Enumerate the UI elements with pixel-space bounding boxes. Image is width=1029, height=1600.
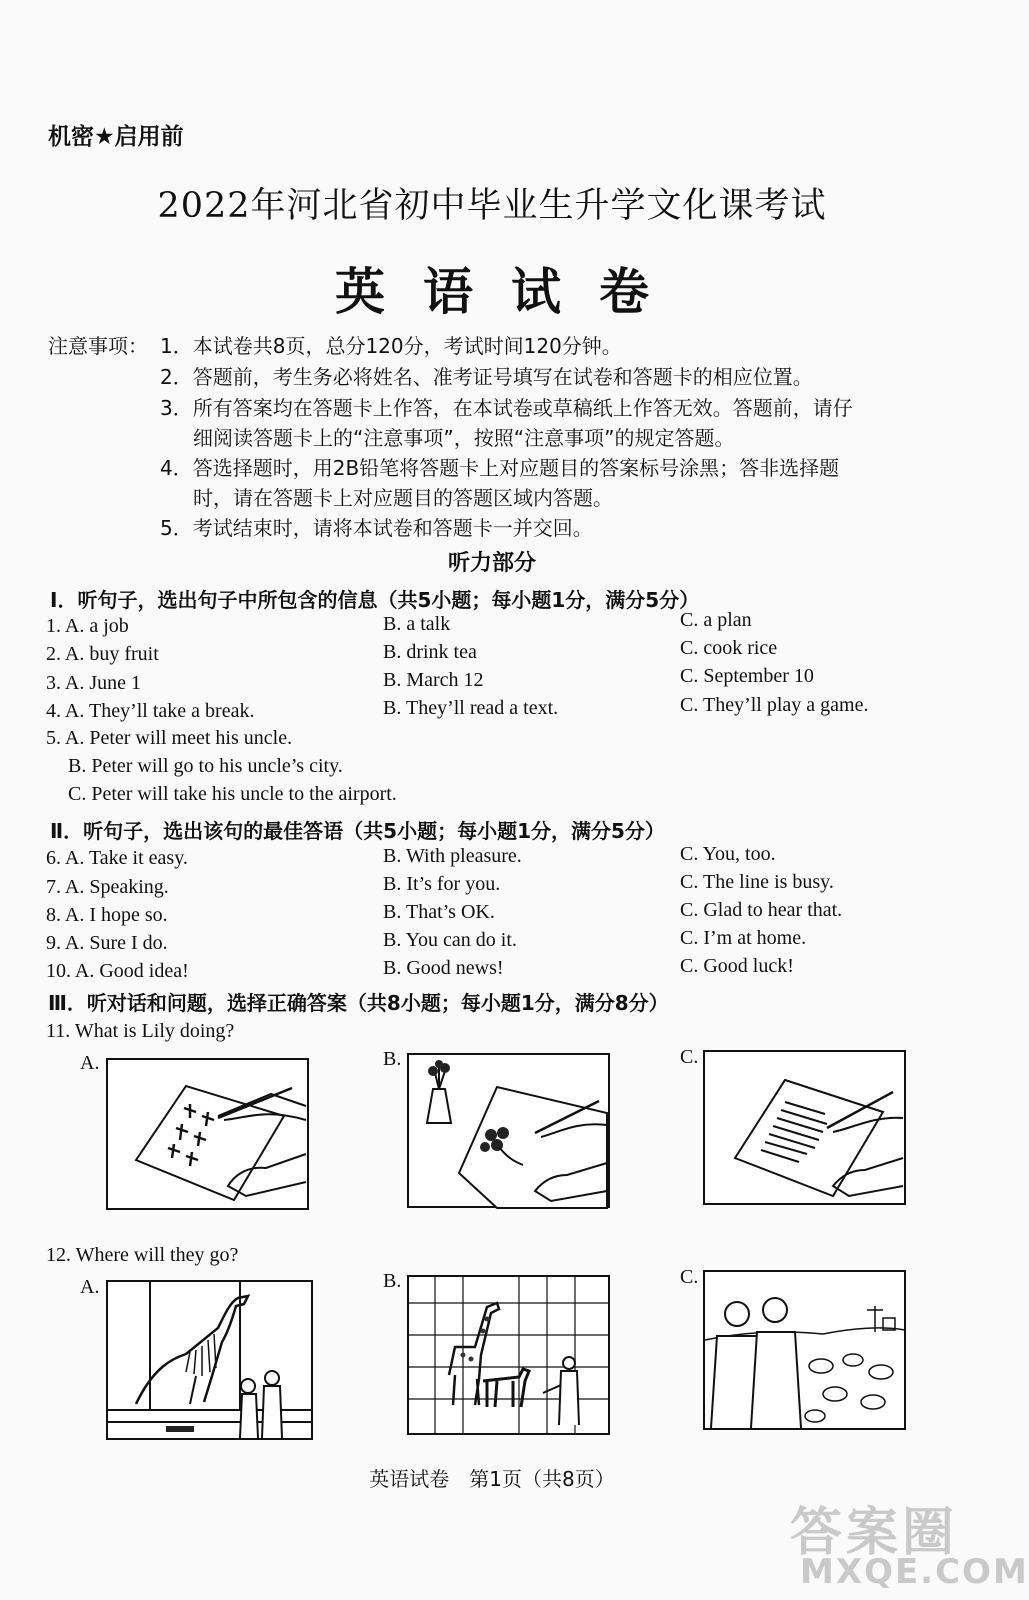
q10-option-b[interactable]: B. Good news! [383, 957, 504, 979]
section-3-heading: Ⅲ．听对话和问题，选择正确答案（共8小题；每小题1分，满分8分） [48, 991, 669, 1015]
q11-picture-c[interactable] [703, 1050, 906, 1205]
section-2-heading: Ⅱ．听句子，选出该句的最佳答语（共5小题；每小题1分，满分5分） [50, 819, 665, 843]
exam-title: 2022年河北省初中毕业生升学文化课考试 [157, 186, 827, 226]
q12-museum-dinosaur-illustration [106, 1280, 313, 1440]
q11-label-b[interactable]: B. [383, 1048, 402, 1070]
q12-question: 12. Where will they go? [46, 1244, 239, 1266]
q3-option-b[interactable]: B. March 12 [383, 669, 484, 691]
notice-label: 注意事项： [48, 334, 148, 358]
section-1-heading: Ⅰ．听句子，选出句子中所包含的信息（共5小题；每小题1分，满分5分） [50, 588, 700, 612]
q8-option-a[interactable]: 8. A. I hope so. [46, 904, 168, 926]
q2-option-a[interactable]: 2. A. buy fruit [46, 643, 159, 665]
page-footer: 英语试卷 第1页（共8页） [369, 1467, 615, 1491]
q11-question: 11. What is Lily doing? [46, 1020, 235, 1042]
q7-option-a[interactable]: 7. A. Speaking. [46, 876, 169, 898]
q1-option-c[interactable]: C. a plan [680, 609, 752, 631]
q9-option-c[interactable]: C. I’m at home. [680, 927, 807, 949]
notice-item-4: 4．答选择题时，用2B铅笔将答题卡上对应题目的答案标号涂黑；答非选择题 [160, 456, 840, 480]
q7-option-c[interactable]: C. The line is busy. [680, 871, 834, 893]
q8-option-c[interactable]: C. Glad to hear that. [680, 899, 843, 921]
notice-item-5: 5．考试结束时，请将本试卷和答题卡一并交回。 [160, 516, 593, 540]
watermark-logo-text: 答案圈 [790, 1503, 959, 1563]
q10-option-c[interactable]: C. Good luck! [680, 955, 794, 977]
watermark-url: MXQE.COM [800, 1552, 1029, 1592]
q12-picture-a[interactable] [106, 1280, 313, 1440]
notice-item-3: 3．所有答案均在答题卡上作答，在本试卷或草稿纸上作答无效。答题前，请仔 [160, 396, 853, 420]
q1-option-a[interactable]: 1. A. a job [46, 615, 129, 637]
q12-zoo-giraffe-illustration [407, 1275, 610, 1435]
q11-writing-letter-illustration [703, 1050, 906, 1205]
q12-label-a[interactable]: A. [80, 1276, 100, 1298]
q4-option-c[interactable]: C. They’ll play a game. [680, 694, 869, 716]
q7-option-b[interactable]: B. It’s for you. [383, 873, 501, 895]
q11-label-a[interactable]: A. [80, 1052, 100, 1074]
q5-option-c[interactable]: C. Peter will take his uncle to the airport. [68, 783, 397, 805]
q8-option-b[interactable]: B. That’s OK. [383, 901, 495, 923]
q11-picture-a[interactable] [106, 1058, 309, 1210]
listening-section-title: 听力部分 [447, 551, 536, 576]
q3-option-a[interactable]: 3. A. June 1 [46, 672, 141, 694]
q12-farm-illustration [703, 1270, 906, 1430]
q6-option-c[interactable]: C. You, too. [680, 843, 776, 865]
notice-item-3-cont: 细阅读答题卡上的“注意事项”，按照“注意事项”的规定答题。 [193, 426, 735, 450]
q12-picture-c[interactable] [703, 1270, 906, 1430]
q11-picture-b[interactable] [407, 1053, 610, 1208]
q12-picture-b[interactable] [407, 1275, 610, 1435]
notice-item-2: 2．答题前，考生务必将姓名、准考证号填写在试卷和答题卡的相应位置。 [160, 365, 813, 389]
q5-option-a[interactable]: 5. A. Peter will meet his uncle. [46, 727, 293, 749]
q11-writing-chinese-illustration [106, 1058, 309, 1210]
q2-option-c[interactable]: C. cook rice [680, 637, 778, 659]
q9-option-b[interactable]: B. You can do it. [383, 929, 517, 951]
q11-drawing-flowers-illustration [407, 1053, 610, 1208]
q12-label-c[interactable]: C. [680, 1266, 699, 1288]
q10-option-a[interactable]: 10. A. Good idea! [46, 960, 189, 982]
notice-item-1: 1．本试卷共8页，总分120分，考试时间120分钟。 [160, 334, 622, 358]
q1-option-b[interactable]: B. a talk [383, 613, 451, 635]
q5-option-b[interactable]: B. Peter will go to his uncle’s city. [68, 755, 343, 777]
subject-title: 英语试卷 [335, 262, 687, 321]
q6-option-b[interactable]: B. With pleasure. [383, 845, 522, 867]
q12-label-b[interactable]: B. [383, 1270, 402, 1292]
confidential-label: 机密★启用前 [48, 124, 184, 150]
q3-option-c[interactable]: C. September 10 [680, 665, 814, 687]
q4-option-a[interactable]: 4. A. They’ll take a break. [46, 700, 255, 722]
q6-option-a[interactable]: 6. A. Take it easy. [46, 847, 188, 869]
q11-label-c[interactable]: C. [680, 1046, 699, 1068]
q9-option-a[interactable]: 9. A. Sure I do. [46, 932, 168, 954]
notice-item-4-cont: 时，请在答题卡上对应题目的答题区域内答题。 [193, 486, 613, 510]
q4-option-b[interactable]: B. They’ll read a text. [383, 697, 559, 719]
q2-option-b[interactable]: B. drink tea [383, 641, 477, 663]
